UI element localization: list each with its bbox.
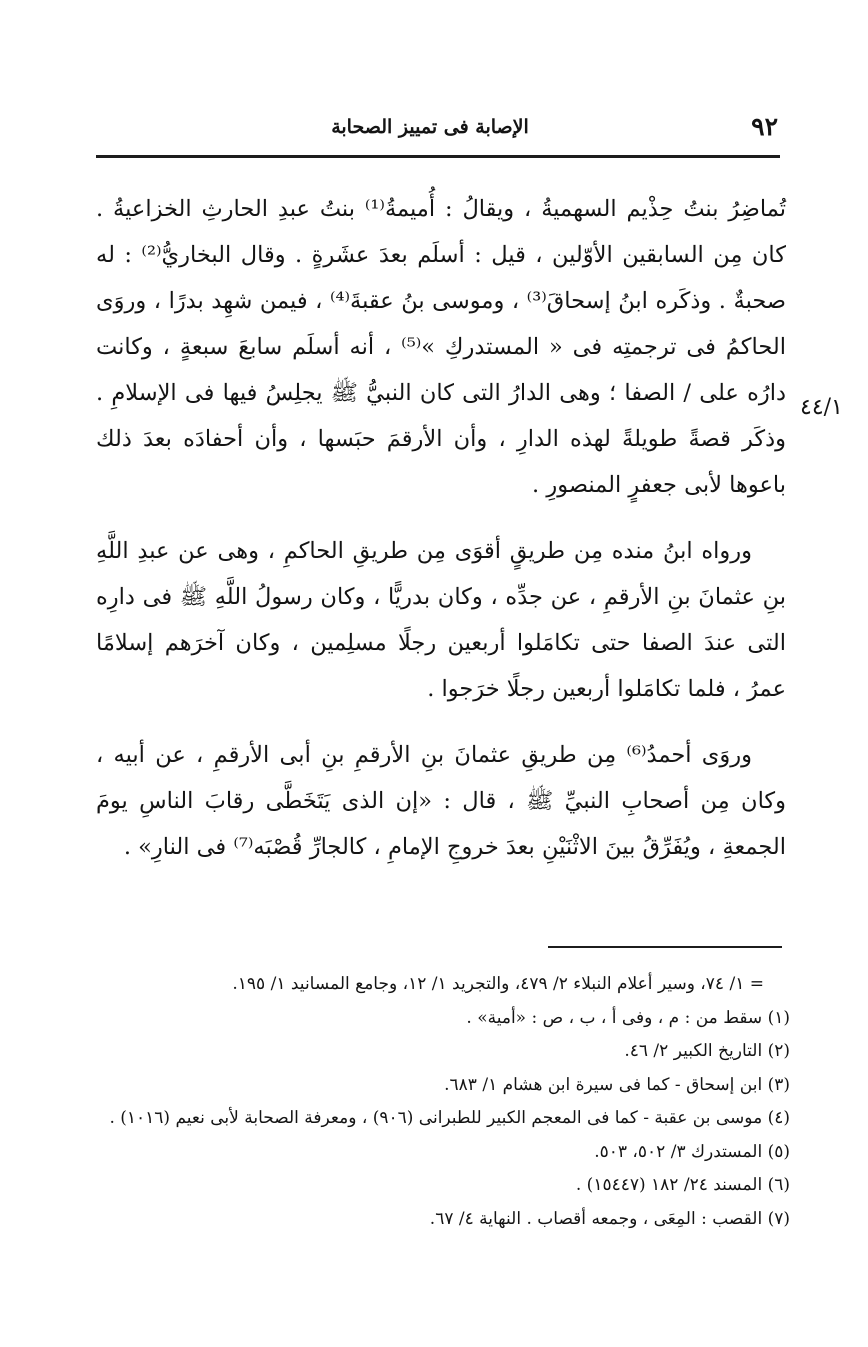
- footnote-rule: [548, 946, 782, 948]
- paragraph-1: تُماضِرُ بنتُ حِذْيم السهميةُ ، ويقالُ : أُميمةُ⁽¹⁾ بنتُ عبدِ الحارثِ الخزاعيةُ . كان مِن السابقين الأوّلين ، قيل : أسلَم بعدَ عشَرةٍ . وقال البخاريُّ⁽²⁾ : له صحبةٌ . وذكَره ابنُ إسحاقَ⁽³⁾ ، وموسى بنُ عقبةَ⁽⁴⁾ ، فيمن شهِد بدرًا ، وروَى الحاكمُ فى ترجمتِه فى « المستدركِ »⁽⁵⁾ ، أنه أسلَم سابعَ سبعةٍ ، وكانت دارُه على / الصفا ؛ وهى الدارُ التى كان النبيُّ ﷺ يجلِسُ فيها فى الإسلامِ . وذكَر قصةً طويلةً لهذه الدارِ ، وأن الأرقمَ حبَسها ، وأن أحفادَه بعدَ ذلك باعوها لأبى جعفرٍ المنصورِ .: [96, 196, 787, 498]
- footnote-7: (٧) القصب : المِعَى ، وجمعه أقصاب . النهاية ٤/ ٦٧.: [429, 1208, 790, 1229]
- footnotes: [96, 968, 790, 1236]
- page-number: ٩٢: [751, 112, 778, 141]
- paragraph-3: وروَى أحمدُ⁽⁶⁾ مِن طريقِ عثمانَ بنِ الأرقمِ بنِ أبى الأرقمِ ، عن أبيه ، وكان مِن أصحابِ النبيِّ ﷺ ، قال : «إن الذى يَتَخَطَّى رقابَ الناسِ يومَ الجمعةِ ، ويُفَرِّقُ بينَ الاثْنَيْنِ بعدَ خروجِ الإمامِ ، كالجارِّ قُصْبَه⁽⁷⁾ فى النارِ» .: [96, 742, 786, 860]
- header-rule: [96, 155, 780, 158]
- footnote-3: (٣) ابن إسحاق - كما فى سيرة ابن هشام ١/ ٦٨٣.: [444, 1074, 790, 1095]
- footnote-2: (٢) التاريخ الكبير ٢/ ٤٦.: [624, 1041, 790, 1061]
- footnote-4: (٤) موسى بن عقبة - كما فى المعجم الكبير للطبرانى (٩٠٦) ، ومعرفة الصحابة لأبى نعيم (١٠١٦) .: [109, 1108, 790, 1128]
- footnote-5: (٥) المستدرك ٣/ ٥٠٢، ٥٠٣.: [594, 1141, 790, 1162]
- footnote-continuation: = ١/ ٧٤، وسير أعلام النبلاء ٢/ ٤٧٩، والتجريد ١/ ١٢، وجامع المسانيد ١/ ١٩٥.: [232, 974, 764, 994]
- running-title: الإصابة فى تمييز الصحابة: [331, 116, 529, 138]
- margin-reference: ٤٤/١: [800, 395, 843, 420]
- footnote-6: (٦) المسند ٢٤/ ١٨٢ (١٥٤٤٧) .: [575, 1175, 790, 1195]
- main-text: [96, 186, 786, 870]
- footnote-1: (١) سقط من : م ، وفى أ ، ب ، ص : «أمية» .: [466, 1007, 790, 1028]
- paragraph-2: ورواه ابنُ منده مِن طريقٍ أقوَى مِن طريقِ الحاكمِ ، وهى عن عبدِ اللَّهِ بنِ عثمانَ بنِ الأرقمِ ، عن جدِّه ، وكان بدريًّا ، وكان رسولُ اللَّهِ ﷺ فى دارِه التى عندَ الصفا حتى تكامَلوا أربعين رجلًا مسلِمين ، وكان آخرَهم إسلامًا عمرُ ، فلما تكامَلوا أربعين رجلًا خرَجوا .: [96, 538, 786, 702]
